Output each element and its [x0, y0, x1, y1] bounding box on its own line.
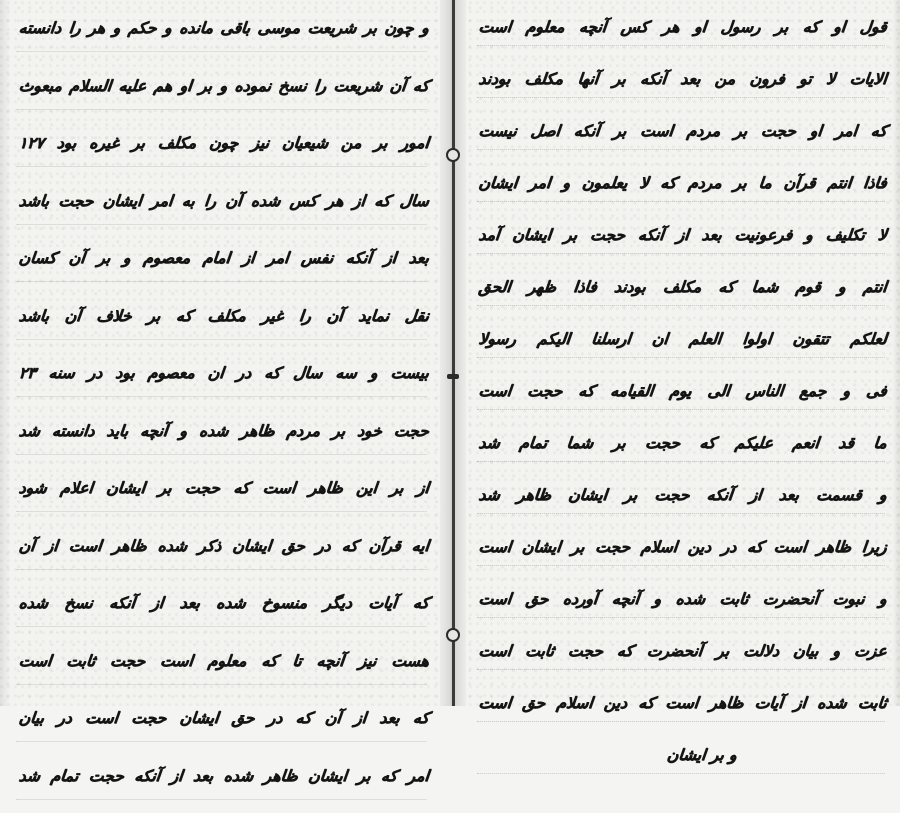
binding-stitch	[446, 148, 460, 162]
manuscript-line: و چون بر شریعت موسی باقی مانده و حکم و هر را دانسته	[15, 8, 431, 66]
manuscript-line: سال که از هر کس شده آن را به امر ایشان حجت باشد	[15, 181, 431, 239]
left-page-text	[18, 8, 428, 813]
binding-stitch	[446, 628, 460, 642]
manuscript-line: از بر این ظاهر است که حجت بر ایشان اعلام شود	[15, 468, 431, 526]
manuscript-line: که بعد از آن که در حق ایشان حجت است در بیان	[15, 698, 431, 756]
manuscript-line: ثابت شده از آیات ظاهر است که دین اسلام حق است	[475, 684, 888, 736]
manuscript-line: که آیات دیگر منسوخ شده بعد از آنکه نسخ شده	[15, 583, 431, 641]
right-page-text	[478, 8, 886, 788]
manuscript-line: ایه قرآن که در حق ایشان ذکر شده ظاهر است از آن	[15, 526, 431, 584]
manuscript-line: و قسمت بعد از آنکه حجت بر ایشان ظاهر شد	[475, 476, 888, 528]
manuscript-line: انتم و قوم شما که مکلف بودند فاذا ظهر الحق	[475, 268, 888, 320]
binding-spine	[452, 0, 455, 706]
manuscript-line: عزت و بیان دلالت بر آنحضرت که حجت ثابت است	[475, 632, 888, 684]
manuscript-line: لا تکلیف و فرعونیت بعد از آنکه حجت بر ایشان آمد	[475, 216, 888, 268]
manuscript-line: و نبوت آنحضرت ثابت شده و آنچه آورده حق است	[475, 580, 888, 632]
manuscript-line: قول او که بر رسول او هر کس آنچه معلوم است	[475, 8, 888, 60]
manuscript-line: فاذا انتم قرآن ما بر مردم که لا یعلمون و امر ایشان	[475, 164, 888, 216]
manuscript-line: نقل نماید آن را غیر مکلف که بر خلاف آن باشد	[15, 296, 431, 354]
right-page	[466, 0, 900, 706]
manuscript-line: الایات لا تو فرون من بعد آنکه بر آنها مکلف بودند	[475, 60, 888, 112]
manuscript-line: هست نیز آنچه تا که معلوم است حجت ثابت است	[15, 641, 431, 699]
manuscript-line: زیرا ظاهر است که در دین اسلام حجت بر ایشان است	[475, 528, 888, 580]
manuscript-line: امور بر من شیعیان نیز چون مکلف بر غیره بود ۱۲۷	[15, 123, 431, 181]
manuscript-line: ما قد انعم علیکم که حجت بر شما تمام شد	[475, 424, 888, 476]
manuscript-line: امر که بر ایشان ظاهر شده بعد از آنکه حجت تمام شد	[15, 756, 431, 813]
left-page	[0, 0, 440, 706]
manuscript-line: بیست و سه سال که در ان معصوم بود در سنه ۲۳	[15, 353, 431, 411]
manuscript-line: حجت خود بر مردم ظاهر شده و آنچه باید دانسته شد	[15, 411, 431, 469]
manuscript-line: بعد از آنکه نفس امر از امام معصوم و بر آن کسان	[15, 238, 431, 296]
manuscript-line: که امر او حجت بر مردم است بر آنکه اصل نیست	[475, 112, 888, 164]
right-edge-shadow	[892, 0, 900, 706]
binding-stitch	[447, 374, 459, 379]
manuscript-line: و بر ایشان	[475, 736, 888, 788]
manuscript-line: فی و جمع الناس الی یوم القیامه که حجت است	[475, 372, 888, 424]
manuscript-line: که آن شریعت را نسخ نموده و بر او هم علیه السلام مبعوث	[15, 66, 431, 124]
manuscript-line: لعلکم تتقون اولوا العلم ان ارسلنا الیکم رسولا	[475, 320, 888, 372]
